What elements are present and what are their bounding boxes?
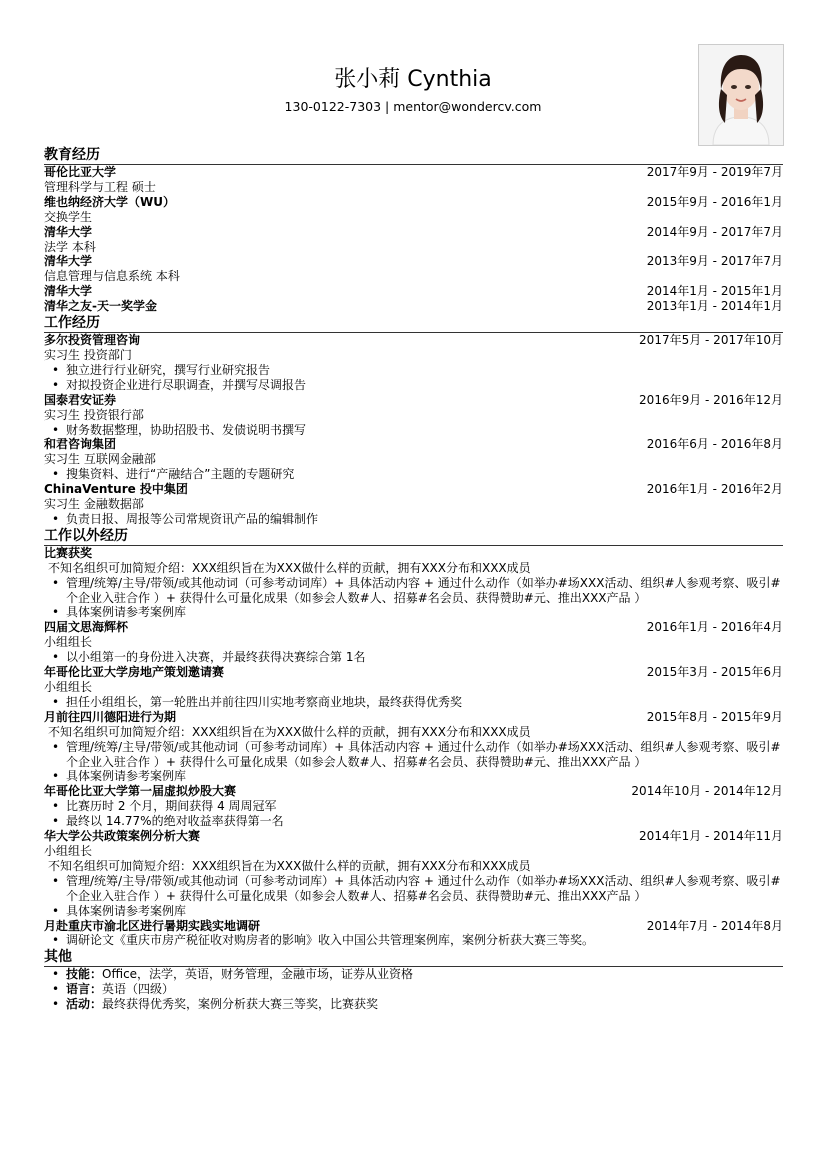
- education-entry: [44, 299, 783, 314]
- bullet-item: • 搜集资料、进行“产融结合”主题的专题研究: [44, 467, 783, 482]
- entry-role: 交换学生: [44, 209, 93, 224]
- education-entry: [44, 254, 783, 284]
- other-list: [44, 967, 783, 1012]
- entry-role: 小组组长: [44, 843, 93, 858]
- entry-organization: 华大学公共政策案例分析大赛: [44, 829, 201, 844]
- bullet-item: • 管理/统筹/主导/带领/或其他动词（可参考动词库）+ 具体活动内容 + 通过什么动作（如举办#场XXX活动、组织#人参观考察、吸引#个企业入驻合作 ）+ 获得什么可量化成果（如参会人数#人、招募#名会员、获得赞助#元、推出XXX产品 ）: [44, 740, 783, 770]
- entry-organization: 月前往四川德阳进行为期: [44, 709, 177, 724]
- other-label: 活动：: [66, 997, 103, 1012]
- work-entry: [44, 437, 783, 482]
- entry-date: 2013年9月 - 2017年7月: [646, 254, 783, 269]
- profile-photo: [698, 44, 784, 146]
- entry-date: 2014年1月 - 2014年11月: [639, 829, 783, 844]
- entry-bullets: [44, 874, 783, 919]
- entry-date: 2013年1月 - 2014年1月: [646, 299, 783, 314]
- entry-date: 2017年9月 - 2019年7月: [646, 165, 783, 179]
- entry-bullets: [44, 423, 783, 438]
- entry-header: [44, 437, 783, 452]
- entry-organization: 年哥伦比亚大学第一届虚拟炒股大赛: [44, 784, 237, 799]
- entry-bullets: [44, 695, 783, 710]
- entry-header: [44, 665, 783, 680]
- bullet-item: • 担任小组组长，第一轮胜出并前往四川实地考察商业地块，最终获得优秀奖: [44, 695, 783, 710]
- extracurricular-section: [44, 528, 783, 948]
- contact-info: 130-0122-7303 | mentor@wondercv.com: [284, 99, 542, 114]
- entry-role: 法学 本科: [44, 239, 96, 254]
- other-value: Office，法学，英语，财务管理，金融市场，证券从业资格: [102, 967, 414, 982]
- education-section: [44, 147, 783, 314]
- entry-date: 2014年1月 - 2015年1月: [646, 284, 783, 299]
- entry-header: [44, 284, 783, 299]
- entry-role: 小组组长: [44, 635, 93, 650]
- entry-header: [44, 919, 783, 934]
- extracurricular-entry: [44, 710, 783, 785]
- bullet-item: • 最终以 14.77%的绝对收益率获得第一名: [44, 814, 783, 829]
- other-label: 语言：: [66, 982, 103, 997]
- other-section: [44, 949, 783, 1012]
- bullet-item: • 独立进行行业研究，撰写行业研究报告: [44, 363, 783, 378]
- extracurricular-title: 工作以外经历: [44, 528, 783, 546]
- entry-date: 2014年10月 - 2014年12月: [631, 784, 783, 799]
- education-entry: [44, 195, 783, 225]
- entry-header: [44, 299, 783, 314]
- education-title: 教育经历: [44, 147, 783, 165]
- entry-header: [44, 829, 783, 844]
- entry-organization: 清华大学: [44, 254, 93, 269]
- entry-role: 小组组长: [44, 680, 93, 694]
- entry-bullets: [44, 512, 783, 527]
- bullet-item: • 具体案例请参考案例库: [44, 904, 783, 919]
- entry-organization: 清华大学: [44, 224, 93, 239]
- extracurricular-entry: [44, 665, 783, 710]
- entry-organization: 哥伦比亚大学: [44, 165, 117, 179]
- extracurricular-entry: [44, 829, 783, 918]
- entry-organization: 国泰君安证券: [44, 392, 117, 407]
- entry-organization: 和君咨询集团: [44, 437, 117, 452]
- entry-role: 管理科学与工程 硕士: [44, 179, 156, 194]
- bullet-item: • 具体案例请参考案例库: [44, 769, 783, 784]
- other-value: 英语（四级）: [102, 982, 175, 997]
- entry-date: 2015年8月 - 2015年9月: [646, 709, 783, 724]
- work-section: [44, 315, 783, 527]
- other-item: [44, 982, 783, 997]
- entry-header: [44, 165, 783, 180]
- entry-bullets: [44, 650, 783, 665]
- extracurricular-entry: [44, 784, 783, 829]
- entry-role: 实习生 投资银行部: [44, 407, 144, 422]
- entry-organization: 清华大学: [44, 284, 93, 299]
- entry-organization: 比赛获奖: [44, 545, 93, 560]
- entry-role: 信息管理与信息系统 本科: [44, 269, 180, 284]
- entry-role: 实习生 互联网金融部: [44, 452, 156, 467]
- education-entry: [44, 284, 783, 299]
- bullet-item: • 管理/统筹/主导/带领/或其他动词（可参考动词库）+ 具体活动内容 + 通过什么动作（如举办#场XXX活动、组织#人参观考察、吸引#个企业入驻合作 ）+ 获得什么可量化成果（如参会人数#人、招募#名会员、获得赞助#元、推出XXX产品 ）: [44, 576, 783, 606]
- entry-organization: ChinaVenture 投中集团: [44, 482, 188, 497]
- bullet-item: • 以小组第一的身份进入决赛，并最终获得决赛综合第 1名: [44, 650, 783, 665]
- entry-header: [44, 393, 783, 408]
- work-entry: [44, 333, 783, 393]
- extracurricular-entry: [44, 546, 783, 621]
- work-entry: [44, 482, 783, 527]
- entry-header: [44, 195, 783, 210]
- bullet-item: • 具体案例请参考案例库: [44, 605, 783, 620]
- extracurricular-entry: [44, 919, 783, 949]
- entry-date: 2017年5月 - 2017年10月: [639, 333, 783, 348]
- entry-organization: 年哥伦比亚大学房地产策划邀请赛: [44, 665, 225, 680]
- education-entry: [44, 165, 783, 195]
- entry-date: 2014年9月 - 2017年7月: [646, 224, 783, 239]
- bullet-item: • 负责日报、周报等公司常规资讯产品的编辑制作: [44, 512, 783, 527]
- entry-organization: 多尔投资管理咨询: [44, 333, 141, 348]
- entry-intro: 不知名组织可加简短介绍：XXX组织旨在为XXX做什么样的贡献，拥有XXX分布和XXX成员: [48, 858, 531, 873]
- entry-bullets: [44, 467, 783, 482]
- entry-bullets: [44, 740, 783, 785]
- bullet-item: • 管理/统筹/主导/带领/或其他动词（可参考动词库）+ 具体活动内容 + 通过什么动作（如举办#场XXX活动、组织#人参观考察、吸引#个企业入驻合作 ）+ 获得什么可量化成果（如参会人数#人、招募#名会员、获得赞助#元、推出XXX产品 ）: [44, 874, 783, 904]
- other-title: 其他: [44, 949, 783, 967]
- entry-role: 实习生 金融数据部: [44, 497, 144, 512]
- entry-bullets: [44, 799, 783, 829]
- entry-header: [44, 546, 783, 561]
- entry-header: [44, 784, 783, 799]
- entry-bullets: [44, 576, 783, 621]
- work-entry: [44, 393, 783, 438]
- bullet-item: • 比赛历时 2 个月，期间获得 4 周周冠军: [44, 799, 783, 814]
- entry-date: 2015年3月 - 2015年6月: [646, 665, 783, 680]
- entry-organization: 维也纳经济大学（WU）: [44, 194, 175, 209]
- entry-header: [44, 333, 783, 348]
- entry-intro: 不知名组织可加简短介绍：XXX组织旨在为XXX做什么样的贡献，拥有XXX分布和XXX成员: [48, 560, 531, 575]
- entry-organization: 月赴重庆市渝北区进行暑期实践实地调研: [44, 918, 261, 933]
- work-title: 工作经历: [44, 315, 783, 333]
- entry-role: 实习生 投资部门: [44, 347, 132, 362]
- entry-date: 2015年9月 - 2016年1月: [646, 194, 783, 209]
- entry-date: 2016年6月 - 2016年8月: [646, 437, 783, 452]
- other-item: [44, 997, 783, 1012]
- entry-header: [44, 710, 783, 725]
- resume-content: [44, 146, 783, 1012]
- bullet-item: • 调研论文《重庆市房产税征收对购房者的影响》收入中国公共管理案例库，案例分析获大赛三等奖。: [44, 933, 783, 948]
- entry-date: 2016年1月 - 2016年4月: [646, 620, 783, 635]
- other-value: 最终获得优秀奖，案例分析获大赛三等奖，比赛获奖: [102, 997, 379, 1012]
- candidate-name: 张小莉 Cynthia: [334, 67, 492, 92]
- entry-header: [44, 225, 783, 240]
- entry-organization: 清华之友-天一奖学金: [44, 299, 157, 314]
- entry-header: [44, 620, 783, 635]
- extracurricular-entry: [44, 620, 783, 665]
- entry-bullets: [44, 363, 783, 393]
- entry-header: [44, 254, 783, 269]
- entry-header: [44, 482, 783, 497]
- portrait-image: [699, 45, 783, 145]
- entry-date: 2014年7月 - 2014年8月: [646, 918, 783, 933]
- bullet-item: • 财务数据整理，协助招股书、发债说明书撰写: [44, 423, 783, 438]
- bullet-item: • 对拟投资企业进行尽职调查，并撰写尽调报告: [44, 378, 783, 393]
- entry-intro: 不知名组织可加简短介绍：XXX组织旨在为XXX做什么样的贡献，拥有XXX分布和XXX成员: [48, 724, 531, 739]
- other-item: [44, 967, 783, 982]
- entry-date: 2016年9月 - 2016年12月: [639, 392, 783, 407]
- entry-date: 2016年1月 - 2016年2月: [646, 482, 783, 497]
- other-label: 技能：: [66, 967, 103, 982]
- education-entry: [44, 225, 783, 255]
- entry-organization: 四届文思海辉杯: [44, 620, 129, 635]
- entry-bullets: [44, 933, 783, 948]
